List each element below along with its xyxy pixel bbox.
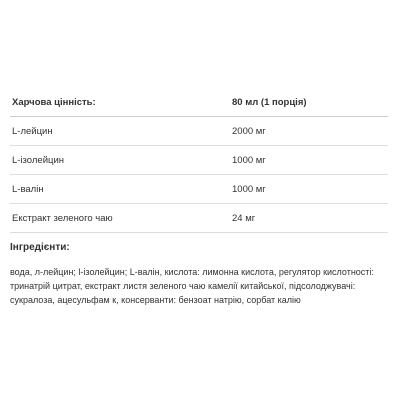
nutrient-value: 1000 мг [232,183,266,195]
nutrient-value: 2000 мг [232,125,266,137]
ingredients-line: тринатрій цитрат, екстракт листя зеленого чаю камелії китайської, підсолоджувачі: [10,281,356,291]
nutrient-name: Екстракт зеленого чаю [12,212,113,224]
ingredients-heading: Інгредієнти: [10,242,70,253]
ingredients-section [10,242,394,307]
nutrition-header-row [10,88,388,117]
table-row [10,204,388,233]
table-row [10,146,388,175]
ingredients-text [10,265,394,307]
nutrition-table [10,88,388,233]
table-row [10,117,388,146]
nutrition-header-name: Харчова цінність: [12,96,96,108]
nutrient-value: 24 мг [232,212,256,224]
nutrient-name: L-лейцин [12,125,53,137]
ingredients-line: сукралоза, ацесульфам к, консерванти: бензоат натрію, сорбат калію [10,295,301,305]
nutrient-name: L-валін [12,183,44,195]
ingredients-line: вода, л-лейцин; l-ізолейцин; L-валін, кислота: лимонна кислота, регулятор кислотності: [10,267,374,277]
table-row [10,175,388,204]
nutrition-header-value: 80 мл (1 порція) [232,96,307,108]
nutrient-value: 1000 мг [232,154,266,166]
nutrient-name: L-ізолейцин [12,154,65,166]
